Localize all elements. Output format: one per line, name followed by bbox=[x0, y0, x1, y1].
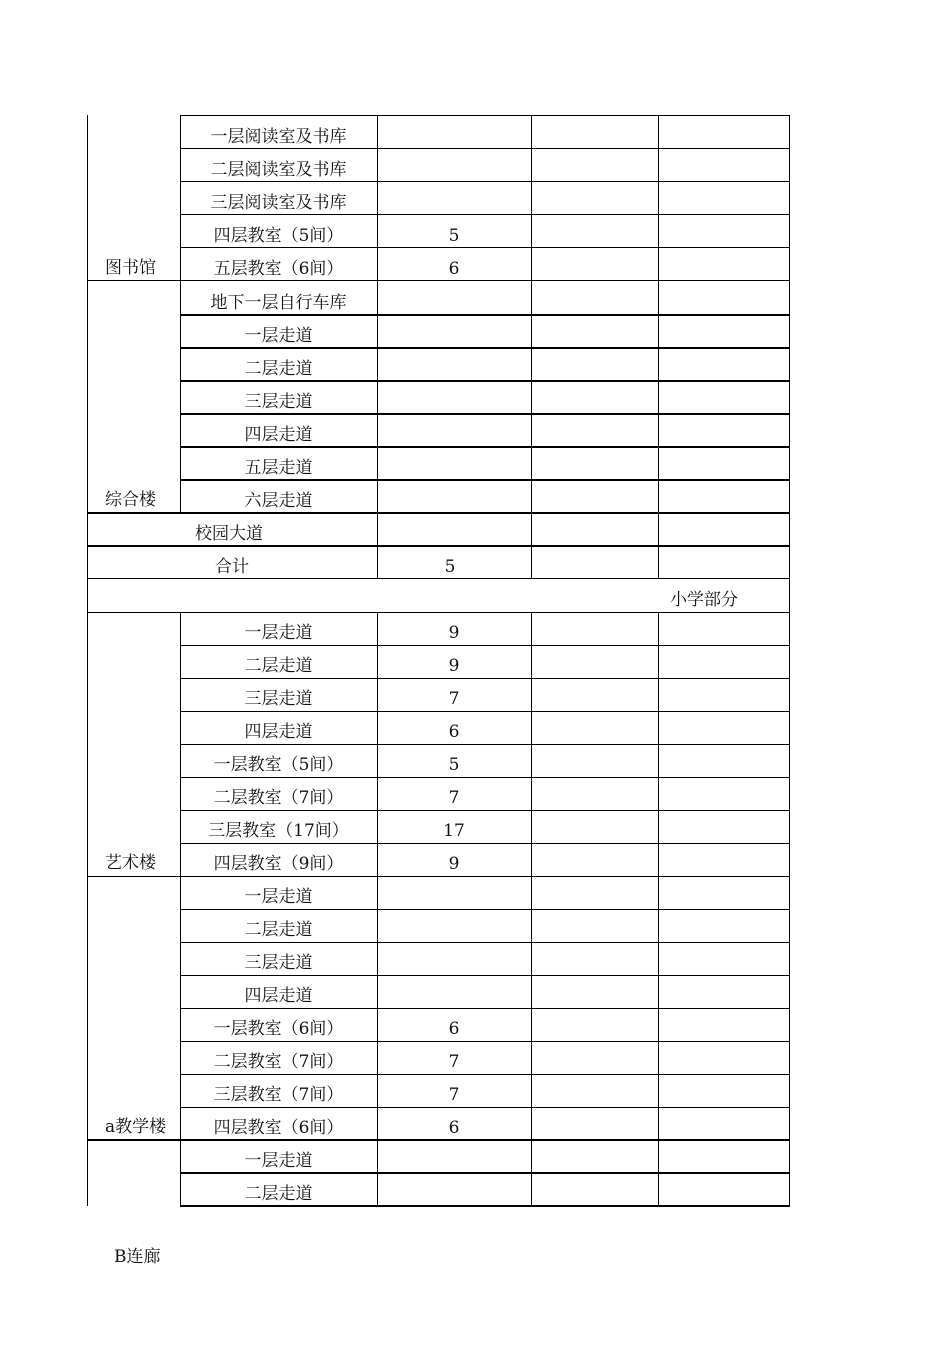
row-line bbox=[180, 810, 790, 811]
cell-item: 三层阅读室及书库 bbox=[210, 193, 347, 213]
cell-item: 四层教室（9间） bbox=[213, 854, 344, 874]
cell-item: 一层教室（5间） bbox=[213, 755, 344, 775]
cell-item: 一层教室（6间） bbox=[213, 1019, 344, 1039]
row-line bbox=[180, 1172, 790, 1174]
cell-count: 7 bbox=[448, 1085, 460, 1105]
row-line bbox=[87, 280, 790, 281]
cell-item: 三层走道 bbox=[244, 689, 313, 709]
row-line bbox=[87, 512, 790, 514]
row-line bbox=[180, 909, 790, 910]
cell-item: 四层教室（5间） bbox=[213, 226, 344, 246]
row-line bbox=[180, 1107, 790, 1108]
cell-item: 四层走道 bbox=[244, 425, 313, 445]
cell-item: 一层阅读室及书库 bbox=[210, 127, 347, 147]
row-line bbox=[180, 446, 790, 448]
campus-road-label: 校园大道 bbox=[195, 524, 263, 544]
cell-item: 二层走道 bbox=[244, 359, 313, 379]
cell-count: 17 bbox=[443, 821, 465, 841]
total-count: 5 bbox=[444, 557, 456, 577]
cell-item: 三层走道 bbox=[244, 953, 313, 973]
cell-item: 二层教室（7间） bbox=[213, 788, 344, 808]
cell-count: 7 bbox=[448, 788, 460, 808]
cell-count: 6 bbox=[448, 1118, 460, 1138]
cell-count: 7 bbox=[448, 689, 460, 709]
cell-item: 二层阅读室及书库 bbox=[210, 160, 347, 180]
row-line bbox=[180, 942, 790, 943]
row-line bbox=[87, 612, 790, 613]
row-line bbox=[180, 711, 790, 712]
row-line bbox=[180, 115, 790, 116]
cell-item: 二层走道 bbox=[244, 656, 313, 676]
cell-count: 9 bbox=[448, 854, 460, 874]
cell-item: 四层走道 bbox=[244, 986, 313, 1006]
row-line bbox=[87, 545, 790, 547]
row-line bbox=[180, 181, 790, 182]
cell-item: 一层走道 bbox=[244, 623, 313, 643]
cell-item: 三层走道 bbox=[244, 392, 313, 412]
row-line bbox=[180, 314, 790, 316]
row-line bbox=[180, 148, 790, 149]
section-label-primary: 小学部分 bbox=[670, 590, 738, 610]
row-line bbox=[180, 347, 790, 349]
row-line bbox=[180, 479, 790, 481]
row-line bbox=[180, 413, 790, 415]
row-line bbox=[87, 578, 790, 579]
cell-count: 6 bbox=[448, 259, 460, 279]
cell-item: 三层教室（7间） bbox=[213, 1085, 344, 1105]
row-line bbox=[180, 645, 790, 646]
cell-item: 五层教室（6间） bbox=[213, 259, 344, 279]
cell-count: 9 bbox=[448, 656, 460, 676]
cell-item: 四层教室（6间） bbox=[213, 1118, 344, 1138]
cell-item: 六层走道 bbox=[244, 491, 313, 511]
cell-item: 二层走道 bbox=[244, 920, 313, 940]
cell-item: 一层走道 bbox=[244, 1151, 313, 1171]
cell-count: 6 bbox=[448, 1019, 460, 1039]
row-line bbox=[180, 678, 790, 679]
cell-item: 四层走道 bbox=[244, 722, 313, 742]
row-line bbox=[180, 214, 790, 215]
cell-count: 6 bbox=[448, 722, 460, 742]
col-line-right bbox=[789, 115, 790, 1206]
row-line bbox=[180, 1074, 790, 1075]
cell-item: 三层教室（17间） bbox=[208, 821, 349, 841]
cell-item: 二层走道 bbox=[244, 1184, 313, 1204]
row-line bbox=[180, 1205, 790, 1207]
cell-item: 一层走道 bbox=[244, 326, 313, 346]
row-line bbox=[180, 777, 790, 778]
row-line bbox=[87, 1139, 790, 1141]
cell-count: 5 bbox=[448, 755, 460, 775]
total-label: 合计 bbox=[215, 557, 249, 577]
row-line bbox=[180, 380, 790, 382]
row-line bbox=[180, 247, 790, 248]
group-label-library: 图书馆 bbox=[105, 258, 156, 278]
row-line bbox=[180, 975, 790, 976]
row-line bbox=[180, 1008, 790, 1009]
group-label-complex: 综合楼 bbox=[105, 490, 156, 510]
row-line bbox=[180, 843, 790, 844]
cell-count: 7 bbox=[448, 1052, 460, 1072]
cell-item: 二层教室（7间） bbox=[213, 1052, 344, 1072]
row-line bbox=[87, 876, 790, 877]
group-label-art: 艺术楼 bbox=[105, 853, 156, 873]
footer-note: B连廊 bbox=[114, 1247, 161, 1267]
group-label-teaching-a: a教学楼 bbox=[105, 1117, 167, 1137]
row-line bbox=[180, 1041, 790, 1042]
cell-item: 一层走道 bbox=[244, 887, 313, 907]
col-line-left bbox=[87, 115, 88, 1206]
cell-count: 9 bbox=[448, 623, 460, 643]
cell-item: 地下一层自行车库 bbox=[210, 293, 347, 313]
row-line bbox=[180, 744, 790, 745]
cell-item: 五层走道 bbox=[244, 458, 313, 478]
cell-count: 5 bbox=[448, 226, 460, 246]
